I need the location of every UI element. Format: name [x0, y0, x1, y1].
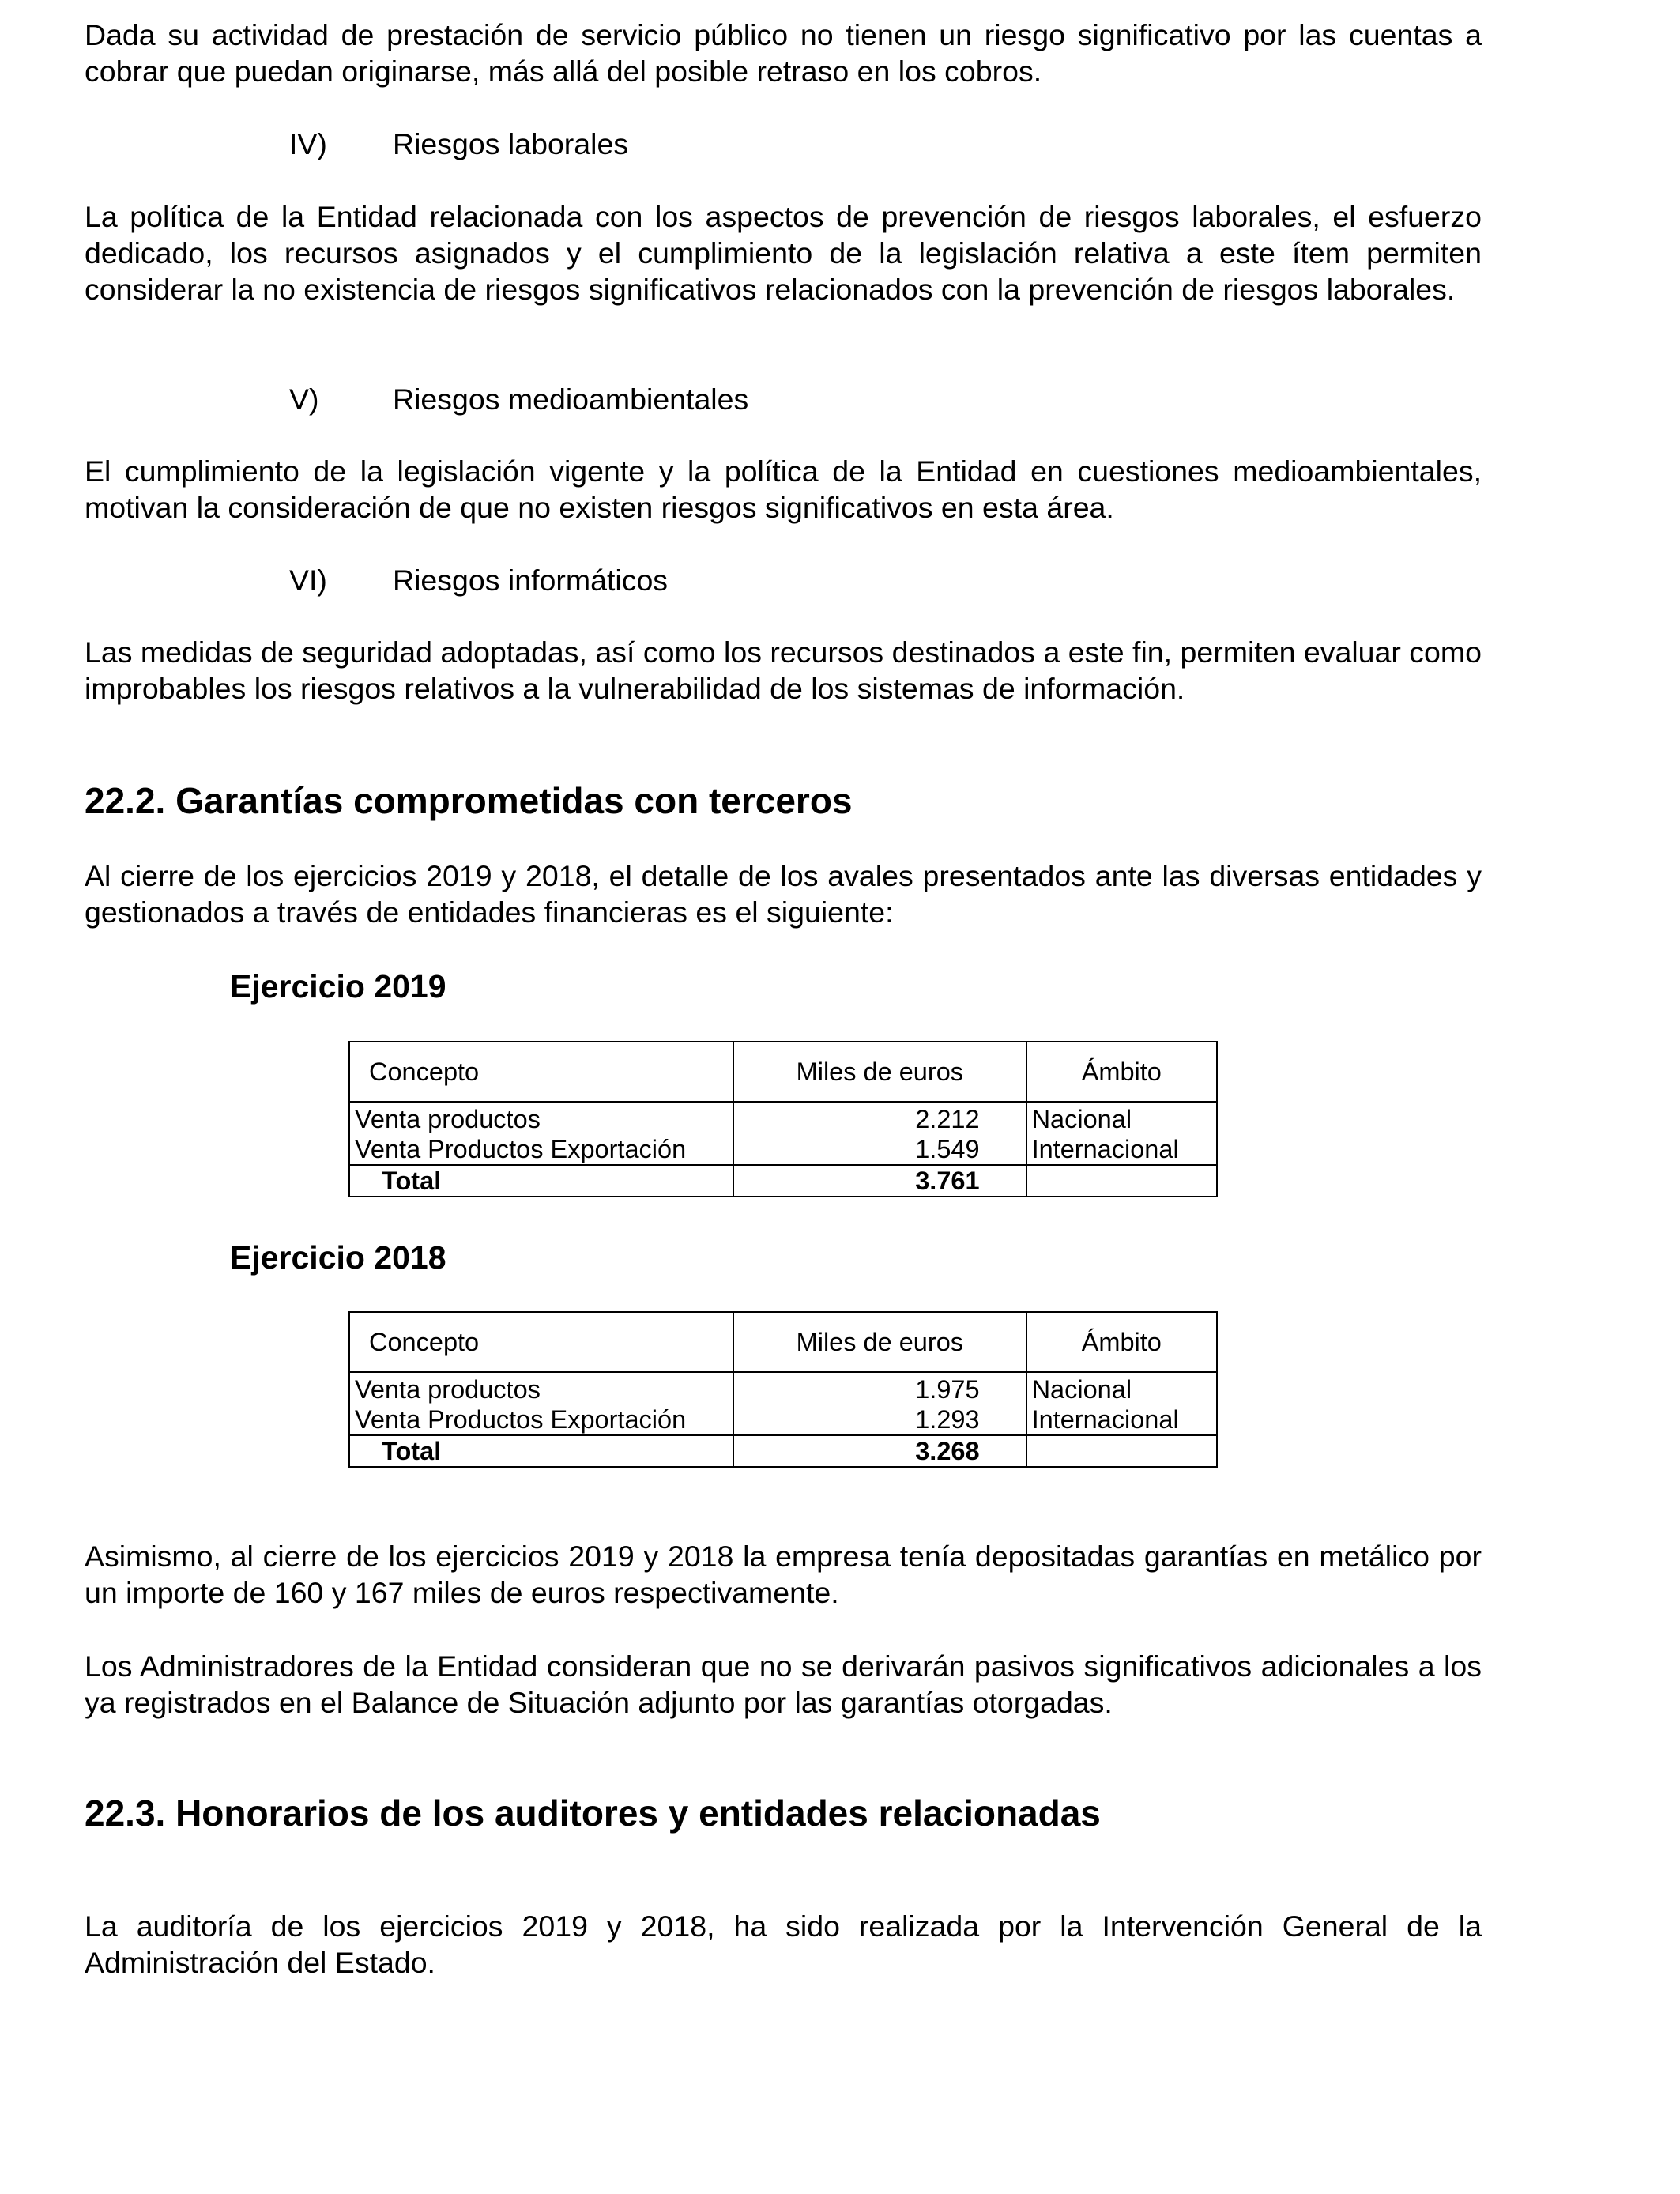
table-header-row: [349, 1042, 1217, 1102]
paragraph-garantias-metalico: Asimismo, al cierre de los ejercicios 2019 y 2018 la empresa tenía depositadas garantías en metálico por un importe de 160 y 167 miles de euros respectivamente.: [85, 1540, 1482, 1609]
cell-concepto: Venta Productos Exportación: [349, 1134, 733, 1165]
guarantees-table-2018: [348, 1311, 1218, 1468]
cell-total-label: Total: [349, 1165, 733, 1197]
paragraph-riesgos-medioambientales: El cumplimiento de la legislación vigente y la política de la Entidad en cuestiones medioambientales, motivan la consideración de que no existen riesgos significativos en esta área.: [85, 454, 1482, 524]
table-title-2019: Ejercicio 2019: [230, 968, 446, 1005]
table-title-2018: Ejercicio 2018: [230, 1239, 446, 1276]
cell-total-value: 3.761: [733, 1165, 1026, 1197]
cell-miles-de-euros: 2.212: [733, 1102, 1026, 1134]
cell-miles-de-euros: 1.549: [733, 1134, 1026, 1165]
paragraph-riesgos-informaticos: Las medidas de seguridad adoptadas, así como los recursos destinados a este fin, permiten evaluar como improbables los riesgos relativos a la vulnerabilidad de los sistemas de información.: [85, 635, 1482, 705]
heading-22-2: 22.2. Garantías comprometidas con terceros: [85, 780, 853, 821]
cell-miles-de-euros: 1.975: [733, 1372, 1026, 1404]
table-total-row: [349, 1165, 1217, 1197]
table-row: [349, 1102, 1217, 1134]
table-total-row: [349, 1435, 1217, 1467]
section-number-vi: VI): [289, 564, 327, 597]
table-row: [349, 1134, 1217, 1165]
paragraph-administradores: Los Administradores de la Entidad consideran que no se derivarán pasivos significativos adicionales a los ya registrados en el Balance de Situación adjunto por las garantías otorgadas.: [85, 1649, 1482, 1719]
header-miles-de-euros: Miles de euros: [733, 1042, 1026, 1102]
cell-ambito: Nacional: [1026, 1372, 1217, 1404]
table-row: [349, 1372, 1217, 1404]
cell-concepto: Venta Productos Exportación: [349, 1404, 733, 1435]
section-title-riesgos-informaticos: Riesgos informáticos: [393, 564, 669, 597]
header-ambito: Ámbito: [1026, 1312, 1217, 1372]
header-miles-de-euros: Miles de euros: [733, 1312, 1026, 1372]
table-header-row: [349, 1312, 1217, 1372]
section-title-riesgos-laborales: Riesgos laborales: [393, 127, 629, 160]
section-number-iv: IV): [289, 127, 327, 160]
cell-total-ambito: [1026, 1165, 1217, 1197]
cell-total-value: 3.268: [733, 1435, 1026, 1467]
table-row: [349, 1404, 1217, 1435]
section-number-v: V): [289, 383, 319, 416]
paragraph-avales-intro: Al cierre de los ejercicios 2019 y 2018, el detalle de los avales presentados ante las diversas entidades y gestionados a través de entidades financieras es el siguiente:: [85, 859, 1482, 929]
paragraph-intro: Dada su actividad de prestación de servicio público no tienen un riesgo significativo por las cuentas a cobrar que puedan originarse, más allá del posible retraso en los cobros.: [85, 18, 1482, 88]
section-title-riesgos-medioambientales: Riesgos medioambientales: [393, 383, 749, 416]
heading-22-3: 22.3. Honorarios de los auditores y entidades relacionadas: [85, 1793, 1101, 1834]
cell-ambito: Internacional: [1026, 1404, 1217, 1435]
cell-total-label: Total: [349, 1435, 733, 1467]
cell-concepto: Venta productos: [349, 1372, 733, 1404]
cell-ambito: Nacional: [1026, 1102, 1217, 1134]
paragraph-auditoria: La auditoría de los ejercicios 2019 y 2018, ha sido realizada por la Intervención General de la Administración del Estado.: [85, 1909, 1482, 1979]
paragraph-riesgos-laborales: La política de la Entidad relacionada con los aspectos de prevención de riesgos laborales, el esfuerzo dedicado, los recursos asignados y el cumplimiento de la legislación relativa a este ítem permiten considerar la no existencia de riesgos significativos relacionados con la prevención de riesgos laborales.: [85, 200, 1482, 306]
header-ambito: Ámbito: [1026, 1042, 1217, 1102]
header-concepto: Concepto: [349, 1042, 733, 1102]
header-concepto: Concepto: [349, 1312, 733, 1372]
cell-total-ambito: [1026, 1435, 1217, 1467]
cell-concepto: Venta productos: [349, 1102, 733, 1134]
guarantees-table-2019: [348, 1041, 1218, 1197]
cell-miles-de-euros: 1.293: [733, 1404, 1026, 1435]
cell-ambito: Internacional: [1026, 1134, 1217, 1165]
